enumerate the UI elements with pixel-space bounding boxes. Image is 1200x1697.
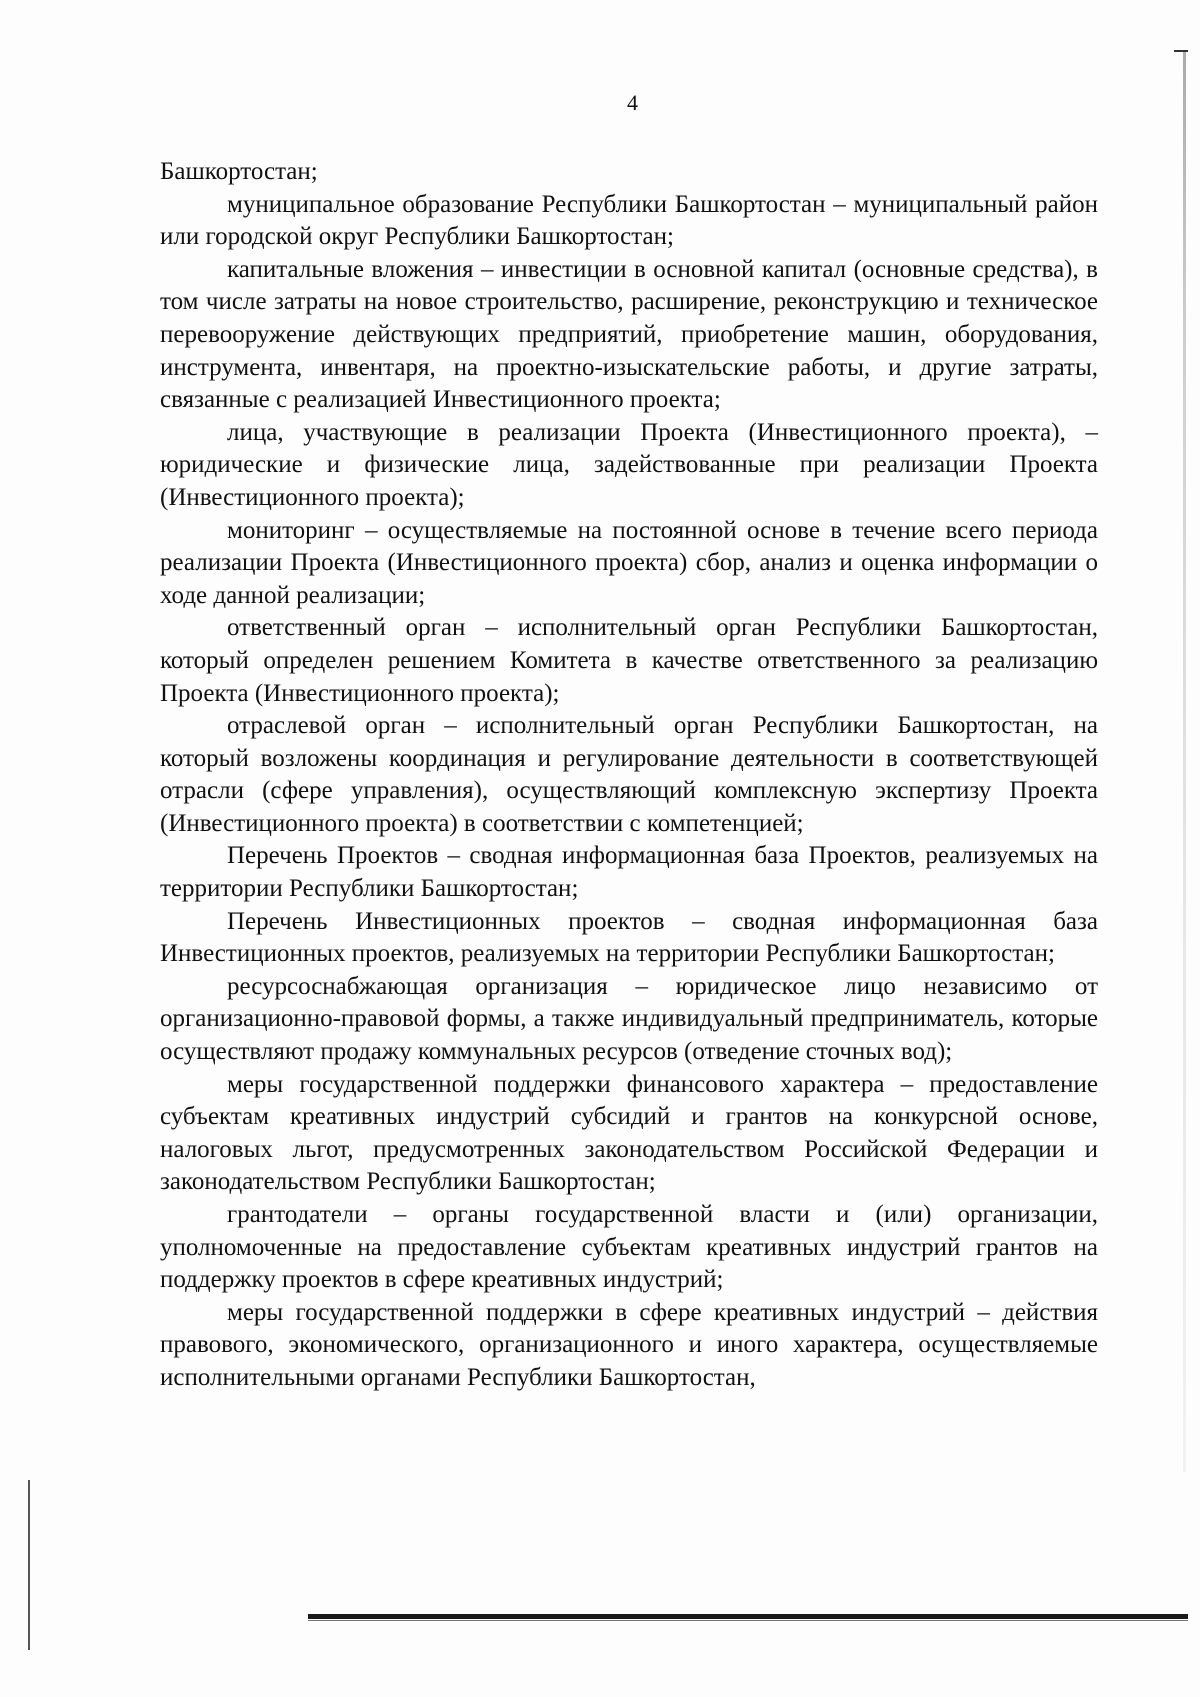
document-body [160,156,1098,1395]
paragraph: меры государственной поддержки в сфере креативных индустрий – действия правового, экономического, организационного и иного характера, осуществляемые исполнительными органами Республики Башкортостан, [160,1298,1098,1391]
paragraph: ресурсоснабжающая организация – юридическое лицо независимо от организационно-правовой формы, а также индивидуальный предприниматель, которые осуществляют продажу коммунальных ресурсов (отведение сточных вод); [160,972,1098,1066]
paragraph: меры государственной поддержки финансового характера – предоставление субъектам креативных индустрий субсидий и грантов на конкурсной основе, налоговых льгот, предусмотренных законодательством Российской Федерации и законодательством Республики Башкортостан; [160,1070,1098,1196]
paragraph: лица, участвующие в реализации Проекта (Инвестиционного проекта), – юридические и физические лица, задействованные при реализации Проекта (Инвестиционного проекта); [160,418,1098,511]
paragraph: Башкортостан; [160,158,318,185]
paragraph: муниципальное образование Республики Башкортостан – муниципальный район или городской округ Республики Башкортостан; [160,190,1098,251]
paragraph: Перечень Проектов – сводная информационная база Проектов, реализуемых на территории Республики Башкортостан; [160,842,1098,903]
paragraph: отраслевой орган – исполнительный орган Республики Башкортостан, на который возложены координация и регулирование деятельности в соответствующей отрасли (сфере управления), осуществляющий комплексную экспертизу Проекта (Инвестиционного проекта) в соответствии с компетенцией; [160,712,1098,837]
scan-bottom-edge-shadow [308,1620,1188,1621]
page-number: 4 [627,90,638,115]
paragraph: ответственный орган – исполнительный орган Республики Башкортостан, который определен решением Комитета в качестве ответственного за реализацию Проекта (Инвестиционного проекта); [160,614,1098,707]
paragraph: Перечень Инвестиционных проектов – сводная информационная база Инвестиционных проектов, реализуемых на территории Республики Башкортостан; [160,907,1098,968]
paragraph: капитальные вложения – инвестиции в основной капитал (основные средства), в том числе затраты на новое строительство, расширение, реконструкцию и техническое перевооружение действующих предприятий, приобретение машин, оборудования, инструмента, инвентаря, на проектно-изыскательские работы, и другие затраты, связанные с реализацией Инвестиционного проекта; [160,255,1098,414]
scan-edge-shadow [1183,52,1186,1472]
scan-edge-line [28,1480,30,1650]
paragraph: грантодатели – органы государственной власти и (или) организации, уполномоченные на предоставление субъектам креативных индустрий грантов на поддержку проектов в сфере креативных индустрий; [160,1201,1098,1294]
scan-bottom-edge [308,1614,1188,1619]
paragraph: мониторинг – осуществляемые на постоянной основе в течение всего периода реализации Проекта (Инвестиционного проекта) сбор, анализ и оценка информации о ходе данной реализации; [160,516,1098,609]
